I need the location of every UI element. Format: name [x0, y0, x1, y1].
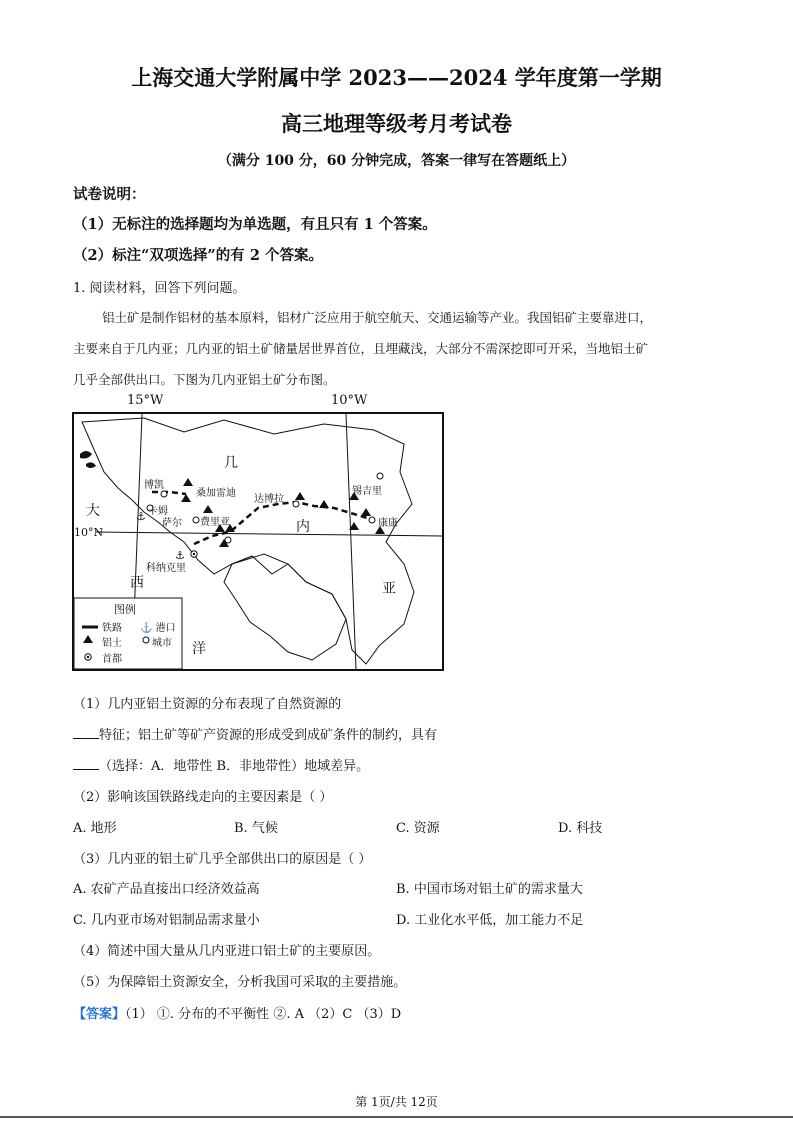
city-label-dabola: 达博拉 [254, 494, 284, 505]
q1-line-1: （1）几内亚铝土资源的分布表现了自然资源的 [73, 697, 342, 712]
q3-option-d[interactable]: D. 工业化水平低，加工能力不足 [396, 913, 584, 928]
question-1-stem: 1. 阅读材料，回答下列问题。 [73, 281, 246, 296]
bauxite-mark [319, 500, 329, 508]
city-label-boke: 博凯 [144, 480, 164, 491]
q2-option-d[interactable]: D. 科技 [558, 821, 603, 836]
answer-line [73, 1003, 401, 1022]
legend-railway-label: 铁路 [102, 623, 122, 634]
legend-port-text: 港口 [155, 623, 176, 634]
railway-boke [152, 492, 186, 494]
island-mark [80, 451, 92, 459]
q1-line-2 [73, 724, 437, 743]
answer-text: （1） ①. 分布的不平衡性 ②. A （2）C （3）D [125, 1007, 402, 1022]
city-label-siguiri: 锡吉里 [352, 486, 382, 497]
exam-title: 上海交通大学附属中学 2023——2024 学年度第一学期 [131, 65, 662, 90]
neighbor-border [224, 554, 346, 660]
city-mark-dabola [293, 501, 299, 507]
exam-subtitle-title: 高三地理等级考月考试卷 [281, 111, 512, 136]
instruction-item-1: （1）无标注的选择题均为单选题，有且只有 1 个答案。 [73, 216, 437, 233]
city-label-kamsar-2: 萨尔 [162, 518, 182, 529]
map-country-char-1: 几 [224, 455, 238, 471]
q2-stem: （2）影响该国铁路线走向的主要因素是（ ） [73, 790, 333, 805]
q1-line-3-text: （选择：A．地带性 B．非地带性）地域差异。 [99, 759, 370, 774]
q3-option-b[interactable]: B. 中国市场对铝土矿的需求量大 [396, 882, 583, 897]
q3-option-a[interactable]: A. 农矿产品直接出口经济效益高 [73, 882, 260, 897]
meridian-10w [346, 414, 356, 669]
exam-note: （满分 100 分，60 分钟完成，答案一律写在答题纸上） [217, 153, 576, 169]
bauxite-mark [295, 492, 305, 500]
map-ocean-char-1: 大 [86, 503, 100, 519]
bauxite-mark [203, 505, 213, 513]
city-label-kankan: 康康 [378, 518, 398, 529]
q4-stem: （4）简述中国大量从几内亚进口铝土矿的主要原因。 [73, 944, 381, 959]
city-mark-siguiri [377, 473, 383, 479]
q1-line-3 [73, 755, 369, 774]
map-ocean-char-3: 洋 [192, 641, 206, 657]
answer-label: 【答案】 [73, 1007, 126, 1022]
legend-city-swatch [143, 637, 149, 643]
q5-stem: （5）为保障铝土资源安全，分析我国可采取的主要措施。 [73, 975, 407, 990]
bauxite-mark [183, 478, 193, 486]
city-mark-fria [193, 517, 199, 523]
answer-blank[interactable] [73, 726, 99, 739]
city-label-sangaredi: 桑加雷迪 [196, 488, 236, 499]
island-mark [86, 462, 96, 468]
bauxite-mark [181, 494, 191, 502]
page-number: 第 1页/共 12页 [355, 1095, 438, 1109]
q2-option-a[interactable]: A. 地形 [73, 821, 117, 836]
legend-title: 图例 [114, 603, 136, 616]
q3-option-c[interactable]: C. 几内亚市场对铝制品需求量小 [73, 913, 260, 928]
legend-capital-label: 首都 [102, 654, 122, 665]
city-mark-boke [161, 491, 167, 497]
port-mark: ⚓ [136, 510, 146, 523]
q2-option-c[interactable]: C. 资源 [396, 821, 440, 836]
map-country-char-3: 亚 [382, 581, 396, 597]
guinea-bauxite-map [72, 412, 444, 671]
legend-bauxite-label: 铝土 [102, 638, 122, 649]
map-drawing [74, 414, 442, 669]
material-line-1: 铝土矿是制作铝材的基本原料，铝材广泛应用于航空航天、交通运输等产业。我国铝矿主要靠进口， [102, 310, 653, 325]
map-country-char-2: 内 [296, 519, 310, 535]
legend-city-label: 城市 [152, 638, 172, 649]
material-line-2: 主要来自于几内亚；几内亚的铝土矿储量居世界首位，且埋藏浅，大部分不需深挖即可开采，当地铝土矿 [73, 341, 649, 356]
capital-mark-conakry-dot [193, 553, 195, 555]
q1-line-2-text: 特征；铝土矿等矿产资源的形成受到成矿条件的制约，具有 [99, 728, 438, 743]
instruction-item-2: （2）标注“双项选择”的有 2 个答案。 [73, 247, 323, 264]
port-mark: ⚓ [175, 549, 185, 562]
city-label-fria: 费里亚 [200, 517, 230, 528]
map-label-10w: 10°W [331, 393, 368, 408]
city-mark-mamou [225, 537, 231, 543]
instructions-heading: 试卷说明： [73, 186, 146, 203]
map-label-10n: 10°N [74, 526, 104, 539]
q2-option-b[interactable]: B. 气候 [234, 821, 278, 836]
city-label-kamsar: 卡姆 [148, 506, 168, 517]
bauxite-mark [361, 508, 371, 516]
legend-port-label: ⚓ 港口 [140, 623, 176, 634]
material-line-3: 几乎全部供出口。下图为几内亚铝土矿分布图。 [73, 372, 336, 387]
city-label-conakry: 科纳克里 [146, 563, 186, 574]
map-ocean-char-2: 西 [130, 575, 144, 591]
map-label-15w: 15°W [127, 393, 164, 408]
q3-stem: （3）几内亚的铝土矿几乎全部供出口的原因是（ ） [73, 852, 372, 867]
footer-divider [0, 1116, 793, 1118]
city-mark-kankan [369, 517, 375, 523]
answer-blank[interactable] [73, 757, 99, 770]
